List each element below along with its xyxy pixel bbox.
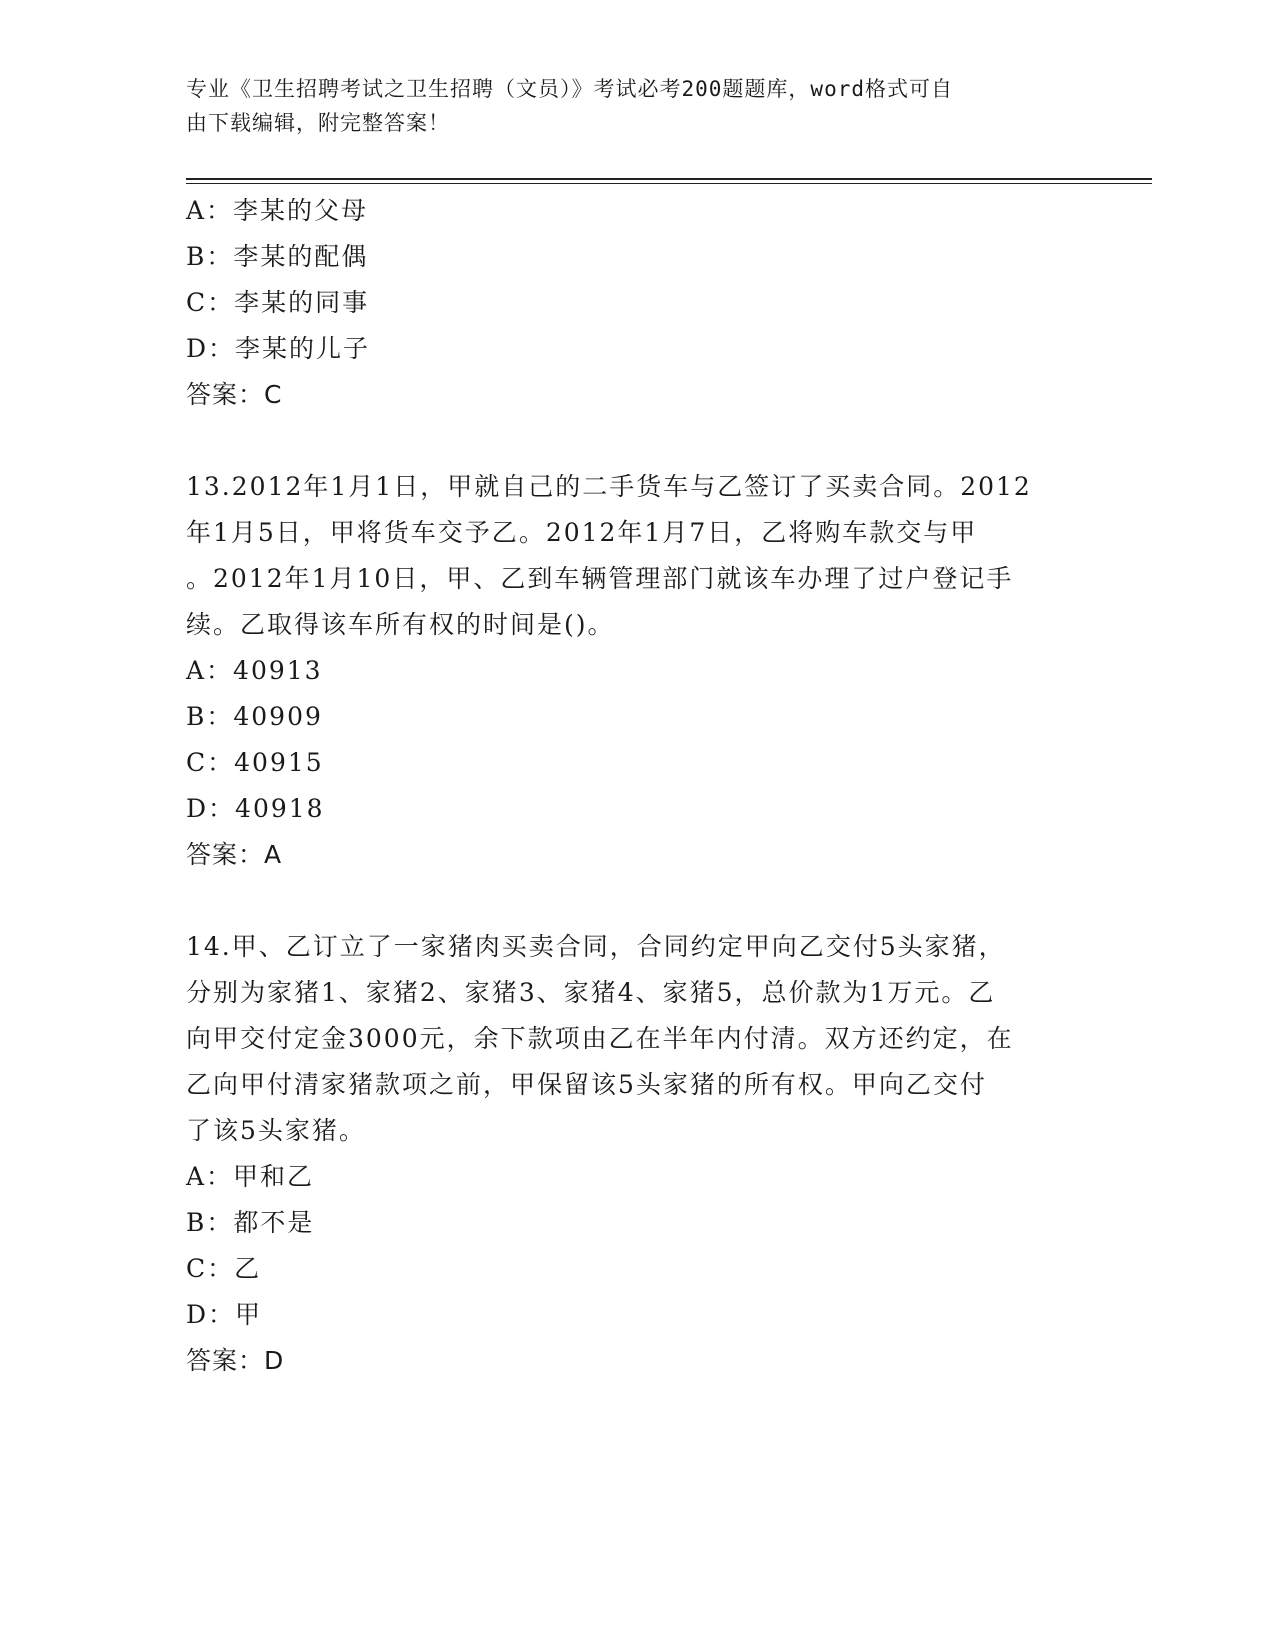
q13-option-b: B：40909 <box>186 702 323 731</box>
q12-option-d: D：李某的儿子 <box>186 334 371 363</box>
q13-stem-line: 年1月5日，甲将货车交予乙。2012年1月7日，乙将购车款交与甲 <box>186 518 978 547</box>
q14-stem-line: 14.甲、乙订立了一家猪肉买卖合同，合同约定甲向乙交付5头家猪， <box>186 932 1006 961</box>
header-divider-thin <box>186 183 1152 184</box>
q13-stem-line: 13.2012年1月1日，甲就自己的二手货车与乙签订了买卖合同。2012 <box>186 472 1032 501</box>
q12-option-c: C：李某的同事 <box>186 288 370 317</box>
q14-answer: 答案：D <box>186 1346 285 1375</box>
q13-answer: 答案：A <box>186 840 283 869</box>
q13-option-a: A：40913 <box>186 656 323 685</box>
header-divider-thick <box>186 178 1152 180</box>
q14-stem-line: 了该5头家猪。 <box>186 1116 366 1145</box>
q13-option-d: D：40918 <box>186 794 325 823</box>
question-12-block <box>186 188 1086 418</box>
question-13-block <box>186 464 1086 878</box>
header-line-2: 由下载编辑，附完整答案！ <box>186 111 450 135</box>
q14-stem-line: 乙向甲付清家猪款项之前，甲保留该5头家猪的所有权。甲向乙交付 <box>186 1070 987 1099</box>
q12-option-a: A：李某的父母 <box>186 196 369 225</box>
document-body <box>186 188 1086 1384</box>
q12-option-b: B：李某的配偶 <box>186 242 369 271</box>
q13-stem-line: 。2012年1月10日，甲、乙到车辆管理部门就该车办理了过户登记手 <box>186 564 1014 593</box>
header-line-1: 专业《卫生招聘考试之卫生招聘（文员）》考试必考200题题库，word格式可自 <box>186 77 953 101</box>
q14-stem-line: 分别为家猪1、家猪2、家猪3、家猪4、家猪5，总价款为1万元。乙 <box>186 978 996 1007</box>
q14-option-b: B：都不是 <box>186 1208 315 1237</box>
q13-stem <box>186 464 1086 648</box>
q14-option-d: D：甲 <box>186 1300 263 1329</box>
q12-answer: 答案：C <box>186 380 283 409</box>
spacer <box>186 418 1086 464</box>
q13-option-c: C：40915 <box>186 748 324 777</box>
q14-option-c: C：乙 <box>186 1254 262 1283</box>
spacer <box>186 878 1086 924</box>
question-14-block <box>186 924 1086 1384</box>
q14-stem-line: 向甲交付定金3000元，余下款项由乙在半年内付清。双方还约定，在 <box>186 1024 1014 1053</box>
q14-stem <box>186 924 1086 1154</box>
q13-stem-line: 续。乙取得该车所有权的时间是()。 <box>186 610 615 639</box>
document-header <box>186 72 1086 140</box>
q14-option-a: A：甲和乙 <box>186 1162 315 1191</box>
